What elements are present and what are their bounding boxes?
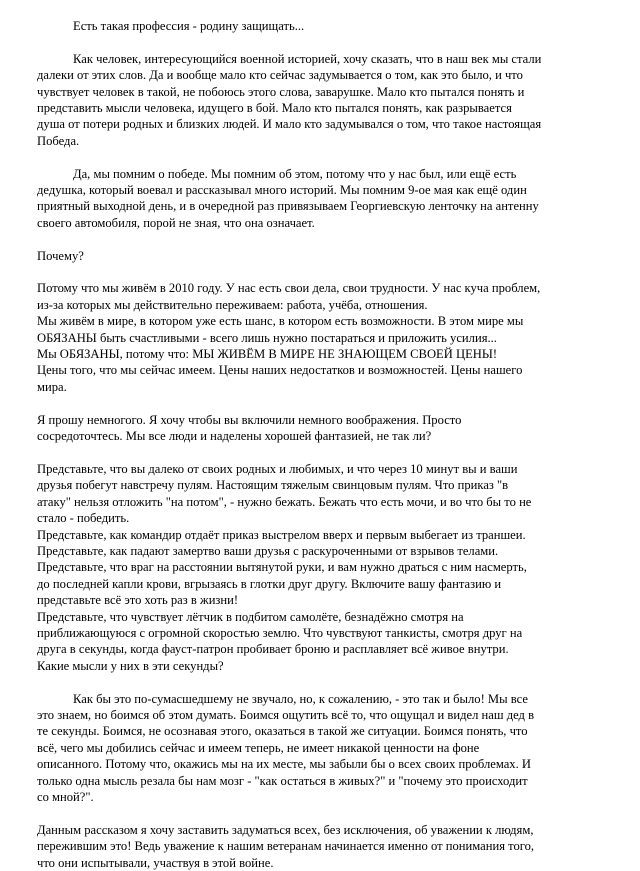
- text-line: чувствует человек в такой, не побоюсь этого слова, заварушке. Мало кто пытался понять и: [37, 84, 525, 99]
- text-line: Цены того, что мы сейчас имеем. Цены наших недостатков и возможностей. Цены нашего: [37, 363, 523, 378]
- text-line: Мы живём в мире, в котором уже есть шанс, в котором есть возможности. В этом мире мы: [37, 314, 524, 329]
- text-line: из-за которых мы действительно переживаем: работа, учёба, отношения.: [37, 297, 428, 312]
- text-line: это знаем, но боимся об этом думать. Боимся ощутить всё то, что ощущал и видел наш дед в: [37, 707, 535, 722]
- paragraph-3: [37, 248, 622, 264]
- text-line: атаку" нельзя отложить "на потом", - нужно бежать. Бежать что есть мочи, и во что бы то не: [37, 494, 532, 509]
- text-line: Потому что мы живём в 2010 году. У нас есть свои дела, свои трудности. У нас куча проблем,: [37, 281, 541, 296]
- text-line: Представьте, как командир отдаёт приказ выстрелом вверх и первым выбегает из траншеи.: [37, 527, 526, 542]
- text-line: только одна мысль резала бы нам мозг - "как остаться в живых?" и "почему это происходит: [37, 773, 528, 788]
- text-line: стало - победить.: [37, 511, 130, 526]
- text-line: те секунды. Боимся, не осознавая этого, оказаться в такой же ситуации. Боимся понять, что: [37, 724, 528, 739]
- text-line: описанного. Потому что, окажись мы на их месте, мы забыли бы о всех своих проблемах. И: [37, 757, 531, 772]
- text-line: Представьте, что враг на расстоянии вытянутой руки, и вам нужно драться с ним насмерть,: [37, 560, 527, 575]
- text-line: Представьте, что вы далеко от своих родных и любимых, и что через 10 минут вы и ваши: [37, 461, 518, 476]
- text-line: приятный выходной день, и в очередной раз привязываем Георгиевскую ленточку на антенну: [37, 199, 539, 214]
- text-line: представить мысли человека, идущего в бой. Мало кто пытался понять, как разрывается: [37, 101, 512, 116]
- paragraph-4: [37, 280, 622, 395]
- paragraph-gap: [37, 231, 622, 247]
- text-line: Представьте, что чувствует лётчик в подбитом самолёте, безнадёжно смотря на: [37, 609, 464, 624]
- text-line: дедушка, который воевал и рассказывал много историй. Мы помним 9-ое мая как ещё один: [37, 183, 527, 198]
- paragraph-gap: [37, 149, 622, 165]
- paragraph-gap: [37, 674, 622, 690]
- text-line: до последней капли крови, вгрызаясь в глотки друг другу. Включите вашу фантазию и: [37, 576, 502, 591]
- text-line: далеки от этих слов. Да и вообще мало кто сейчас задумывается о том, как это было, и что: [37, 68, 523, 83]
- paragraph-2: [37, 166, 622, 232]
- text-line: ОБЯЗАНЫ быть счастливыми - всего лишь нужно постараться и приложить усилия...: [37, 330, 497, 345]
- text-line: представьте всё это хоть раз в жизни!: [37, 593, 239, 608]
- text-line: Да, мы помним о победе. Мы помним об этом, потому что у нас был, или ещё есть: [73, 166, 517, 181]
- text-line: сосредоточтесь. Мы все люди и наделены хорошей фантазией, не так ли?: [37, 429, 432, 444]
- text-line: мира.: [37, 379, 67, 394]
- paragraph-gap: [37, 34, 622, 50]
- text-line: приближающуюся с огромной скоростью землю. Что чувствуют танкисты, смотря друг на: [37, 625, 523, 640]
- text-line: пережившим это! Ведь уважение к нашим ветеранам начинается именно от понимания того,: [37, 839, 535, 854]
- text-line: Мы ОБЯЗАНЫ, потому что: МЫ ЖИВЁМ В МИРЕ НЕ ЗНАЮЩЕМ СВОЕЙ ЦЕНЫ!: [37, 347, 498, 362]
- text-line: всё, чего мы добились сейчас и имеем теперь, не имеет никакой ценности на фоне: [37, 740, 480, 755]
- paragraph-gap: [37, 264, 622, 280]
- title-line: Есть такая профессия - родину защищать...: [73, 19, 305, 33]
- text-line: друга в секунды, когда фауст-патрон пробивает броню и расплавляет всё живое внутри.: [37, 642, 509, 657]
- paragraph-gap: [37, 395, 622, 411]
- text-line: друзья побегут навстречу пулям. Настоящим тяжелым свинцовым пулям. Что приказ "в: [37, 478, 509, 493]
- text-line: своего автомобиля, порой не зная, что она означает.: [37, 215, 315, 230]
- text-line: Я прошу немногого. Я хочу чтобы вы включили немного воображения. Просто: [37, 412, 462, 427]
- paragraph-8: [37, 822, 622, 871]
- document-title: [37, 18, 622, 34]
- text-line: со мной?".: [37, 789, 94, 804]
- paragraph-gap: [37, 805, 622, 821]
- text-line: что они испытывали, участвуя в этой войне.: [37, 855, 274, 870]
- text-line: Представьте, как падают замертво ваши друзья с раскуроченными от взрывов телами.: [37, 543, 499, 558]
- paragraph-gap: [37, 444, 622, 460]
- text-line: Какие мысли у них в эти секунды?: [37, 658, 224, 673]
- text-line: Победа.: [37, 133, 80, 148]
- paragraph-6: [37, 461, 622, 674]
- text-line: Данным рассказом я хочу заставить задуматься всех, без исключения, об уважении к людям,: [37, 822, 534, 837]
- text-line: Как бы это по-сумасшедшему не звучало, но, к сожалению, - это так и было! Мы все: [73, 691, 528, 706]
- paragraph-1: [37, 51, 622, 149]
- text-line: душа от потери родных и близких людей. И мало кто задумывался о том, что такое настоящая: [37, 117, 542, 132]
- text-line: Как человек, интересующийся военной историей, хочу сказать, что в наш век мы стали: [73, 51, 542, 66]
- paragraph-5: [37, 412, 622, 445]
- text-line: Почему?: [37, 248, 84, 263]
- paragraph-7: [37, 691, 622, 806]
